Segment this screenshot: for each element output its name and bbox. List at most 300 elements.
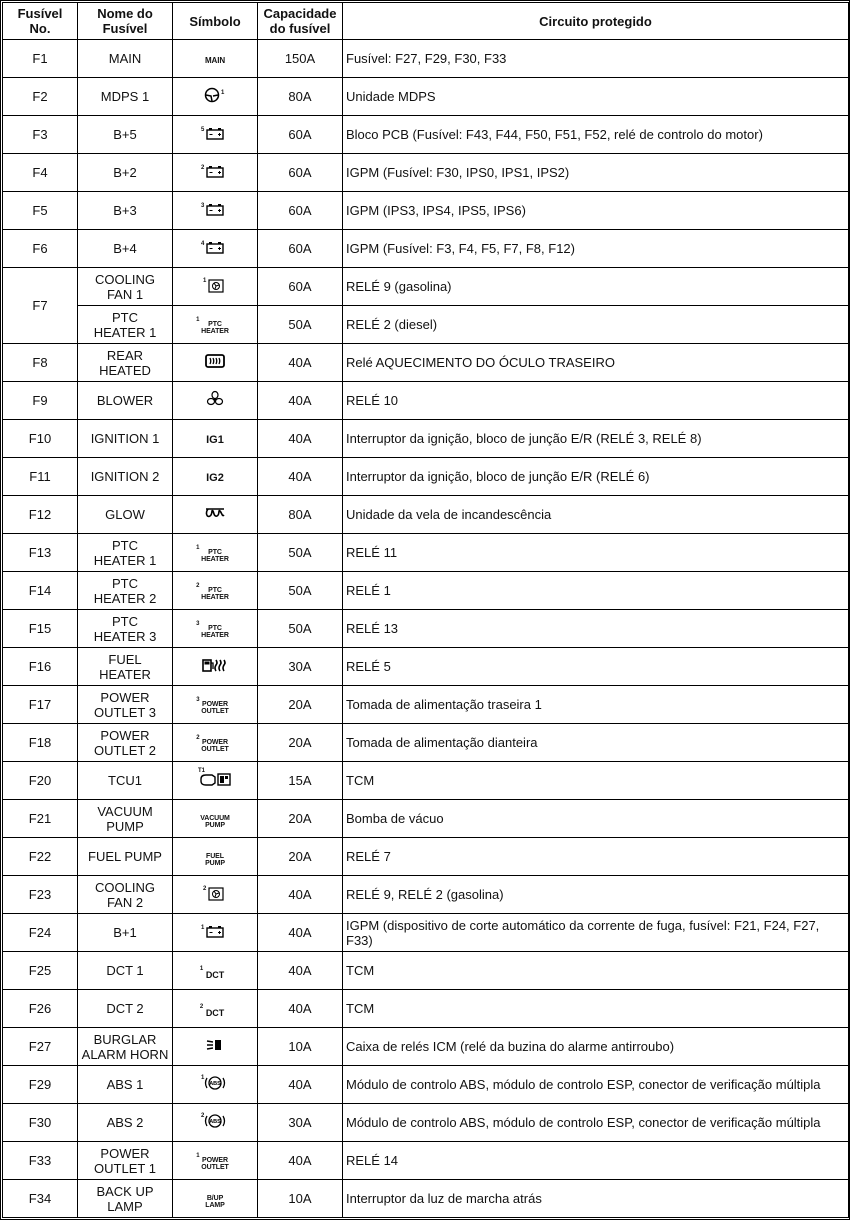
fuse-name-text: PTC HEATER 2 — [93, 575, 157, 606]
table-row — [3, 1104, 849, 1142]
table-row — [3, 78, 849, 116]
fuse-capacity: 50A — [258, 572, 343, 610]
fuse-capacity: 40A — [258, 1142, 343, 1180]
protected-circuit: Fusível: F27, F29, F30, F33 — [343, 40, 849, 78]
fuse-name-text: COOLING FAN 2 — [95, 879, 155, 910]
fuse-capacity: 20A — [258, 800, 343, 838]
fuse-number: F16 — [3, 648, 78, 686]
dct-icon — [199, 1004, 225, 1018]
table-row — [3, 914, 849, 952]
table-row — [3, 952, 849, 990]
fuse-name-text: FUEL HEATER — [99, 651, 151, 682]
symbol-superscript: 2 — [196, 735, 200, 741]
fuse-number: F23 — [3, 876, 78, 914]
protected-circuit: Interruptor da luz de marcha atrás — [343, 1180, 849, 1218]
fuse-number: F20 — [3, 762, 78, 800]
symbol-superscript: 5 — [201, 127, 205, 133]
table-row — [3, 648, 849, 686]
table-row — [3, 800, 849, 838]
symbol-text: POWER — [202, 739, 228, 746]
protected-circuit: Tomada de alimentação traseira 1 — [343, 686, 849, 724]
fuse-number: F2 — [3, 78, 78, 116]
protected-circuit: Relé AQUECIMENTO DO ÓCULO TRASEIRO — [343, 344, 849, 382]
fuse-capacity: 60A — [258, 230, 343, 268]
fuse-name — [78, 1028, 173, 1066]
fuel-heater-icon — [201, 657, 229, 673]
battery-icon — [201, 126, 226, 140]
power-outlet-icon — [196, 735, 229, 753]
header-fuse-no: Fusível No. — [3, 3, 78, 40]
fuse-capacity: 40A — [258, 420, 343, 458]
fuse-name — [78, 268, 173, 306]
fuse-symbol — [173, 648, 258, 686]
fuse-symbol — [173, 952, 258, 990]
abs-icon — [201, 1074, 226, 1092]
symbol-text: PTC — [208, 625, 222, 632]
table-row — [3, 306, 849, 344]
fuse-name-text: POWER OUTLET 1 — [94, 1145, 156, 1176]
ignition-1-icon — [206, 435, 224, 446]
symbol-text: IG1 — [206, 434, 224, 446]
fuse-name-text: DCT 1 — [106, 963, 144, 978]
fuse-number: F33 — [3, 1142, 78, 1180]
table-row — [3, 154, 849, 192]
fuse-symbol — [173, 800, 258, 838]
fuse-capacity: 40A — [258, 952, 343, 990]
symbol-text: POWER — [202, 701, 228, 708]
fuse-name-text: ABS 2 — [106, 1115, 144, 1130]
fuse-number: F3 — [3, 116, 78, 154]
fuse-symbol — [173, 382, 258, 420]
fuse-name — [78, 610, 173, 648]
fuse-number: F10 — [3, 420, 78, 458]
fuse-capacity: 20A — [258, 686, 343, 724]
fuse-name — [78, 914, 173, 952]
fuse-capacity: 60A — [258, 116, 343, 154]
protected-circuit: RELÉ 1 — [343, 572, 849, 610]
table-row — [3, 990, 849, 1028]
fuse-number: F21 — [3, 800, 78, 838]
fuse-capacity: 40A — [258, 990, 343, 1028]
fuse-name-text: PTC HEATER 1 — [93, 537, 157, 568]
symbol-text: HEATER — [201, 594, 229, 601]
fuse-name — [78, 116, 173, 154]
symbol-superscript: T1 — [198, 768, 206, 774]
symbol-superscript: 1 — [203, 278, 207, 284]
fuse-name — [78, 230, 173, 268]
vacuum-pump-icon — [200, 815, 230, 829]
table-row — [3, 382, 849, 420]
fuse-number: F12 — [3, 496, 78, 534]
fuse-name — [78, 458, 173, 496]
fuse-symbol — [173, 78, 258, 116]
symbol-superscript: 2 — [196, 583, 200, 589]
table-row — [3, 838, 849, 876]
fuse-number: F27 — [3, 1028, 78, 1066]
protected-circuit: RELÉ 9, RELÉ 2 (gasolina) — [343, 876, 849, 914]
fuse-number: F5 — [3, 192, 78, 230]
protected-circuit: RELÉ 14 — [343, 1142, 849, 1180]
protected-circuit: RELÉ 9 (gasolina) — [343, 268, 849, 306]
fuse-capacity: 20A — [258, 838, 343, 876]
protected-circuit: IGPM (IPS3, IPS4, IPS5, IPS6) — [343, 192, 849, 230]
table-row — [3, 610, 849, 648]
fuse-name — [78, 1180, 173, 1218]
symbol-superscript: 1 — [199, 966, 204, 972]
battery-icon — [201, 202, 226, 216]
table-row — [3, 1028, 849, 1066]
fuse-name-text: TCU1 — [108, 773, 142, 788]
fuse-name-text: POWER OUTLET 3 — [94, 689, 156, 720]
ptc-heater-icon — [196, 621, 229, 639]
symbol-text: B/UP — [206, 1195, 224, 1202]
fuse-number: F17 — [3, 686, 78, 724]
fuse-name — [78, 40, 173, 78]
table-row — [3, 1142, 849, 1180]
fuse-symbol — [173, 876, 258, 914]
fuse-capacity: 50A — [258, 306, 343, 344]
table-row — [3, 192, 849, 230]
fuse-number: F18 — [3, 724, 78, 762]
table-row — [3, 1180, 849, 1218]
fuse-symbol — [173, 572, 258, 610]
table-row — [3, 876, 849, 914]
fuse-name — [78, 1066, 173, 1104]
fuse-number: F14 — [3, 572, 78, 610]
fuse-symbol — [173, 914, 258, 952]
table-row — [3, 344, 849, 382]
fuse-number: F26 — [3, 990, 78, 1028]
fuse-name-text: BLOWER — [96, 393, 154, 408]
header-symbol: Símbolo — [173, 3, 258, 40]
fuse-capacity: 40A — [258, 382, 343, 420]
battery-icon — [201, 164, 226, 178]
fuse-name-text: FUEL PUMP — [88, 849, 162, 864]
fuse-number: F34 — [3, 1180, 78, 1218]
fuse-name — [78, 420, 173, 458]
fuse-number: F29 — [3, 1066, 78, 1104]
fuse-capacity: 40A — [258, 914, 343, 952]
dct-icon — [199, 966, 225, 980]
fuse-capacity: 10A — [258, 1028, 343, 1066]
rear-defroster-icon — [204, 353, 226, 369]
fuse-symbol — [173, 230, 258, 268]
fuse-name-text: B+4 — [113, 241, 137, 256]
fuse-name-text: B+2 — [113, 165, 137, 180]
table-row — [3, 496, 849, 534]
fuse-name — [78, 78, 173, 116]
protected-circuit: Interruptor da ignição, bloco de junção E/R (RELÉ 3, RELÉ 8) — [343, 420, 849, 458]
fuse-symbol — [173, 344, 258, 382]
protected-circuit: RELÉ 13 — [343, 610, 849, 648]
fuse-name-text: PTC HEATER 3 — [93, 613, 157, 644]
fuse-name-text: MDPS 1 — [100, 89, 150, 104]
fuse-name — [78, 800, 173, 838]
glow-plug-icon — [204, 507, 226, 519]
fuse-number: F7 — [3, 268, 78, 344]
symbol-text: DCT — [205, 970, 225, 980]
fuse-name-text: VACUUM PUMP — [97, 803, 153, 834]
protected-circuit: RELÉ 11 — [343, 534, 849, 572]
cooling-fan-icon — [205, 277, 225, 293]
blower-icon — [206, 390, 224, 408]
fuse-symbol — [173, 838, 258, 876]
fuse-symbol — [173, 154, 258, 192]
symbol-text: POWER — [202, 1157, 228, 1164]
power-outlet-icon — [196, 697, 229, 715]
fuse-number: F15 — [3, 610, 78, 648]
fuse-name-text: BURGLAR ALARM HORN — [81, 1031, 169, 1062]
fuse-name-text: ABS 1 — [106, 1077, 144, 1092]
symbol-text: PUMP — [205, 860, 225, 867]
cooling-fan-icon — [205, 885, 225, 901]
fuse-symbol — [173, 268, 258, 306]
symbol-text: FUEL — [206, 853, 224, 860]
protected-circuit: Interruptor da ignição, bloco de junção E/R (RELÉ 6) — [343, 458, 849, 496]
fuse-name — [78, 648, 173, 686]
fuse-number: F25 — [3, 952, 78, 990]
symbol-superscript: 3 — [196, 697, 200, 703]
fuse-symbol — [173, 458, 258, 496]
table-row — [3, 1066, 849, 1104]
fuse-name-text: B+5 — [113, 127, 137, 142]
table-row — [3, 534, 849, 572]
header-capacity: Capacidade do fusível — [258, 3, 343, 40]
fuse-symbol — [173, 420, 258, 458]
protected-circuit: RELÉ 5 — [343, 648, 849, 686]
fuse-number: F8 — [3, 344, 78, 382]
fuse-name — [78, 724, 173, 762]
symbol-superscript: 2 — [201, 165, 205, 171]
fuse-symbol — [173, 496, 258, 534]
fuse-name — [78, 876, 173, 914]
fuse-number: F22 — [3, 838, 78, 876]
fuse-symbol — [173, 1142, 258, 1180]
fuse-name-text: B+1 — [113, 925, 137, 940]
table-row — [3, 420, 849, 458]
protected-circuit: RELÉ 2 (diesel) — [343, 306, 849, 344]
symbol-superscript: 3 — [196, 621, 200, 627]
fuse-name-text: MAIN — [108, 51, 142, 66]
fuse-name — [78, 306, 173, 344]
fuse-name — [78, 762, 173, 800]
fuse-capacity: 10A — [258, 1180, 343, 1218]
protected-circuit: IGPM (dispositivo de corte automático da corrente de fuga, fusível: F21, F24, F27, F33) — [343, 914, 849, 952]
fuse-capacity: 80A — [258, 78, 343, 116]
symbol-text: PTC — [208, 549, 222, 556]
fuse-name-text: BACK UP LAMP — [96, 1183, 154, 1214]
protected-circuit: TCM — [343, 762, 849, 800]
fuse-capacity: 30A — [258, 1104, 343, 1142]
fuse-capacity: 60A — [258, 268, 343, 306]
fuse-symbol — [173, 306, 258, 344]
steering-wheel-icon — [204, 87, 226, 103]
symbol-text: DCT — [205, 1008, 225, 1018]
fuse-name — [78, 572, 173, 610]
alarm-horn-icon — [205, 1037, 225, 1053]
table-row — [3, 458, 849, 496]
protected-circuit: IGPM (Fusível: F30, IPS0, IPS1, IPS2) — [343, 154, 849, 192]
ignition-2-icon — [206, 473, 224, 484]
fuse-name — [78, 382, 173, 420]
battery-icon — [201, 924, 226, 938]
table-row — [3, 686, 849, 724]
fuse-name-text: IGNITION 1 — [90, 431, 160, 446]
protected-circuit: IGPM (Fusível: F3, F4, F5, F7, F8, F12) — [343, 230, 849, 268]
fuse-symbol — [173, 686, 258, 724]
fuse-symbol — [173, 1066, 258, 1104]
symbol-text: PTC — [208, 587, 222, 594]
fuse-symbol — [173, 610, 258, 648]
protected-circuit: TCM — [343, 952, 849, 990]
fuse-name — [78, 952, 173, 990]
symbol-superscript: 1 — [196, 317, 200, 323]
symbol-superscript: 1 — [201, 925, 205, 931]
fuse-symbol — [173, 1104, 258, 1142]
symbol-text: VACUUM — [200, 815, 230, 822]
fuse-number: F9 — [3, 382, 78, 420]
fuse-symbol — [173, 762, 258, 800]
symbol-text: PTC — [208, 321, 222, 328]
fuse-capacity: 40A — [258, 458, 343, 496]
fuse-number: F4 — [3, 154, 78, 192]
fuse-capacity: 50A — [258, 610, 343, 648]
fuse-name — [78, 838, 173, 876]
fuse-name-text: IGNITION 2 — [90, 469, 160, 484]
symbol-superscript: 3 — [201, 203, 205, 209]
fuse-capacity: 20A — [258, 724, 343, 762]
fuse-number: F30 — [3, 1104, 78, 1142]
fuse-name-text: DCT 2 — [106, 1001, 144, 1016]
protected-circuit: Caixa de relés ICM (relé da buzina do alarme antirroubo) — [343, 1028, 849, 1066]
symbol-text: MAIN — [204, 56, 226, 65]
fuse-table — [2, 2, 849, 1218]
fuse-symbol — [173, 724, 258, 762]
fuse-capacity: 40A — [258, 1066, 343, 1104]
table-row — [3, 230, 849, 268]
symbol-text: OUTLET — [201, 708, 229, 715]
table-row — [3, 762, 849, 800]
fuse-name-text: PTC HEATER 1 — [93, 309, 157, 340]
ptc-heater-icon — [196, 317, 229, 335]
fuse-name-text: COOLING FAN 1 — [95, 271, 155, 302]
symbol-superscript: 1 — [196, 545, 200, 551]
symbol-text: ABS — [209, 1119, 221, 1125]
fuse-symbol — [173, 990, 258, 1028]
table-row — [3, 268, 849, 306]
fuse-symbol — [173, 1180, 258, 1218]
fuse-capacity: 50A — [258, 534, 343, 572]
symbol-superscript: 1 — [221, 90, 225, 96]
symbol-superscript: 2 — [199, 1004, 204, 1010]
protected-circuit: Bomba de vácuo — [343, 800, 849, 838]
abs-icon — [201, 1112, 226, 1130]
symbol-text: OUTLET — [201, 1164, 229, 1171]
symbol-text: OUTLET — [201, 746, 229, 753]
table-row — [3, 724, 849, 762]
fuse-symbol — [173, 40, 258, 78]
symbol-text: IG2 — [206, 472, 224, 484]
fuse-symbol — [173, 1028, 258, 1066]
fuse-name — [78, 496, 173, 534]
power-outlet-icon — [196, 1153, 229, 1171]
table-body — [3, 40, 849, 1218]
fuel-pump-icon — [205, 853, 225, 867]
protected-circuit: Unidade da vela de incandescência — [343, 496, 849, 534]
table-row — [3, 40, 849, 78]
main-text-icon — [205, 57, 225, 64]
fuse-capacity: 40A — [258, 876, 343, 914]
transmission-control-icon — [198, 770, 232, 788]
fuse-name — [78, 686, 173, 724]
fuse-symbol — [173, 116, 258, 154]
fuse-name — [78, 192, 173, 230]
fuse-name — [78, 990, 173, 1028]
fuse-name-text: B+3 — [113, 203, 137, 218]
fuse-capacity: 40A — [258, 344, 343, 382]
header-fuse-name: Nome do Fusível — [78, 3, 173, 40]
protected-circuit: RELÉ 10 — [343, 382, 849, 420]
protected-circuit: Bloco PCB (Fusível: F43, F44, F50, F51, F52, relé de controlo do motor) — [343, 116, 849, 154]
symbol-text: HEATER — [201, 632, 229, 639]
protected-circuit: Módulo de controlo ABS, módulo de controlo ESP, conector de verificação múltipla — [343, 1066, 849, 1104]
symbol-superscript: 1 — [196, 1153, 200, 1159]
fuse-symbol — [173, 192, 258, 230]
table-header-row — [3, 3, 849, 40]
fuse-capacity: 30A — [258, 648, 343, 686]
symbol-superscript: 2 — [201, 1113, 205, 1119]
fuse-number: F1 — [3, 40, 78, 78]
table-row — [3, 572, 849, 610]
fuse-capacity: 80A — [258, 496, 343, 534]
fuse-number: F13 — [3, 534, 78, 572]
backup-lamp-icon — [205, 1195, 224, 1209]
fuse-capacity: 15A — [258, 762, 343, 800]
symbol-text: LAMP — [205, 1202, 225, 1209]
ptc-heater-icon — [196, 545, 229, 563]
fuse-name — [78, 344, 173, 382]
protected-circuit: Unidade MDPS — [343, 78, 849, 116]
ptc-heater-icon — [196, 583, 229, 601]
header-circuit: Circuito protegido — [343, 3, 849, 40]
protected-circuit: Módulo de controlo ABS, módulo de controlo ESP, conector de verificação múltipla — [343, 1104, 849, 1142]
fuse-name — [78, 154, 173, 192]
fuse-symbol — [173, 534, 258, 572]
fuse-name-text: GLOW — [105, 507, 145, 522]
symbol-text: PUMP — [205, 822, 225, 829]
fuse-number: F24 — [3, 914, 78, 952]
fuse-capacity: 150A — [258, 40, 343, 78]
fuse-name — [78, 534, 173, 572]
symbol-superscript: 1 — [201, 1075, 205, 1081]
protected-circuit: Tomada de alimentação dianteira — [343, 724, 849, 762]
protected-circuit: RELÉ 7 — [343, 838, 849, 876]
fuse-capacity: 60A — [258, 192, 343, 230]
fuse-name — [78, 1142, 173, 1180]
symbol-text: HEATER — [201, 328, 229, 335]
table-row — [3, 116, 849, 154]
fuse-name — [78, 1104, 173, 1142]
battery-icon — [201, 240, 226, 254]
fuse-number: F6 — [3, 230, 78, 268]
fuse-capacity: 60A — [258, 154, 343, 192]
symbol-text: ABS — [209, 1081, 221, 1087]
protected-circuit: TCM — [343, 990, 849, 1028]
fuse-name-text: REAR HEATED — [99, 347, 151, 378]
symbol-superscript: 4 — [201, 241, 205, 247]
fuse-number: F11 — [3, 458, 78, 496]
symbol-superscript: 2 — [203, 886, 207, 892]
